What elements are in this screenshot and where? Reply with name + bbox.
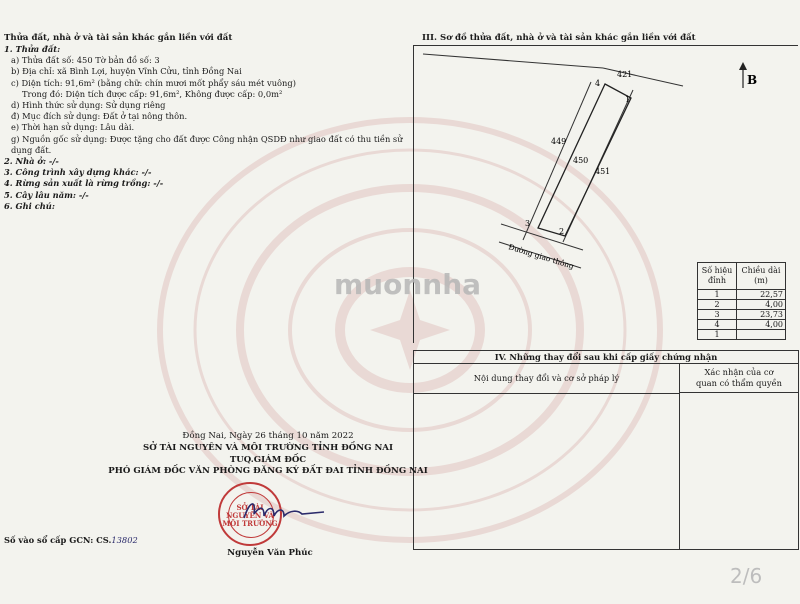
sign-date: Đồng Nai, Ngày 26 tháng 10 năm 2022	[182, 431, 354, 441]
parcel-address: b) Địa chỉ: xã Bình Lợi, huyện Vĩnh Cửu, tỉnh Đồng Nai	[11, 66, 242, 77]
signature-scribble	[240, 496, 330, 526]
usage-origin: g) Nguồn gốc sử dụng: Được tặng cho đất được Công nhận QSDĐ như giao đất có thu tiền sử dụng đất.	[11, 133, 403, 155]
parcel-area: c) Diện tích: 91,6m² (bằng chữ: chín mươi mốt phẩy sáu mét vuông)	[11, 77, 296, 88]
length-row-value: 23,73	[737, 310, 786, 320]
changes-title: IV. Những thay đổi sau khi cấp giấy chứng nhận	[414, 351, 798, 364]
north-label: B	[747, 73, 758, 87]
vertex-label-4: 4	[595, 79, 601, 88]
changes-col-confirm-line1: Xác nhận của cơ	[704, 367, 774, 377]
vertex-label-2: 2	[559, 227, 565, 236]
parcel-label-449: 449	[551, 137, 567, 146]
section-2-house: 2. Nhà ở: -/-	[4, 156, 59, 167]
registry-number-value: 13802	[111, 535, 138, 545]
changes-col-content: Nội dung thay đổi và cơ sở pháp lý	[414, 364, 680, 394]
watermark-logo: muonnha	[334, 268, 482, 301]
section-6-notes: 6. Ghi chú:	[4, 200, 55, 211]
boundary-line	[603, 68, 683, 86]
north-arrow-icon	[739, 62, 757, 88]
sign-authority: TUQ.GIÁM ĐỐC	[229, 455, 307, 465]
sign-organization: SỞ TÀI NGUYÊN VÀ MÔI TRƯỜNG TỈNH ĐỒNG NAI	[143, 443, 393, 453]
usage-term: e) Thời hạn sử dụng: Lâu dài.	[11, 122, 135, 133]
left-section-title: Thửa đất, nhà ở và tài sản khác gắn liền với đất	[4, 33, 233, 43]
length-row-value: 22,57	[737, 290, 786, 300]
changes-col-confirm-line2: quan có thẩm quyền	[696, 378, 782, 388]
length-row-value	[737, 330, 786, 340]
vertex-label-3: 3	[525, 219, 531, 228]
length-header-vertex: Số hiệu đỉnh	[698, 263, 737, 290]
changes-section	[413, 350, 799, 550]
parcel-number: a) Thửa đất số: 450 Tờ bản đồ số: 3	[11, 55, 160, 66]
length-row-vertex: 1	[698, 290, 737, 300]
changes-col-confirm	[680, 364, 798, 393]
section-1-label: 1. Thửa đất:	[4, 44, 61, 54]
registry-number	[4, 535, 138, 545]
page-indicator: 2/6	[730, 564, 763, 588]
parcel-label-451: 451	[595, 167, 611, 176]
parcel-label-450: 450	[573, 156, 589, 165]
sign-position: PHÓ GIÁM ĐỐC VĂN PHÒNG ĐĂNG KÝ ĐẤT ĐAI TỈNH ĐỒNG NAI	[108, 466, 428, 476]
length-row-vertex: 1	[698, 330, 737, 340]
length-row-vertex: 2	[698, 300, 737, 310]
section-3-other-works: 3. Công trình xây dựng khác: -/-	[4, 167, 152, 178]
parcel-info	[4, 44, 412, 212]
boundary-line	[423, 54, 603, 68]
map-section-title: III. Sơ đồ thửa đất, nhà ở và tài sản khác gắn liền với đất	[422, 33, 696, 43]
length-row-value: 4,00	[737, 320, 786, 330]
registry-label: Số vào sổ cấp GCN: CS.	[4, 535, 112, 545]
road-label: Đường giao thông	[507, 242, 576, 271]
parcel-label-421: 421	[617, 70, 633, 79]
usage-purpose: đ) Mục đích sử dụng: Đất ở tại nông thôn.	[11, 111, 188, 122]
parcel-sketch	[413, 46, 797, 276]
signer-name: Nguyễn Văn Phúc	[227, 548, 313, 558]
length-header-length: Chiều dài (m)	[737, 263, 786, 290]
section-5-perennial: 5. Cây lâu năm: -/-	[4, 189, 89, 200]
length-row-vertex: 3	[698, 310, 737, 320]
usage-form: d) Hình thức sử dụng: Sử dụng riêng	[11, 100, 166, 111]
length-row-value: 4,00	[737, 300, 786, 310]
vertex-label-1: 1	[625, 95, 631, 104]
parcel-area-detail: Trong đó: Diện tích được cấp: 91,6m², Không được cấp: 0,0m²	[22, 88, 283, 99]
stamp-text: SỞ TÀI NGUYÊN VÀ MÔI TRƯỜNG	[222, 503, 278, 528]
length-row-vertex: 4	[698, 320, 737, 330]
column-divider	[679, 393, 680, 549]
edge-length-table	[697, 262, 786, 340]
section-4-forest: 4. Rừng sản xuất là rừng trồng: -/-	[4, 178, 164, 189]
